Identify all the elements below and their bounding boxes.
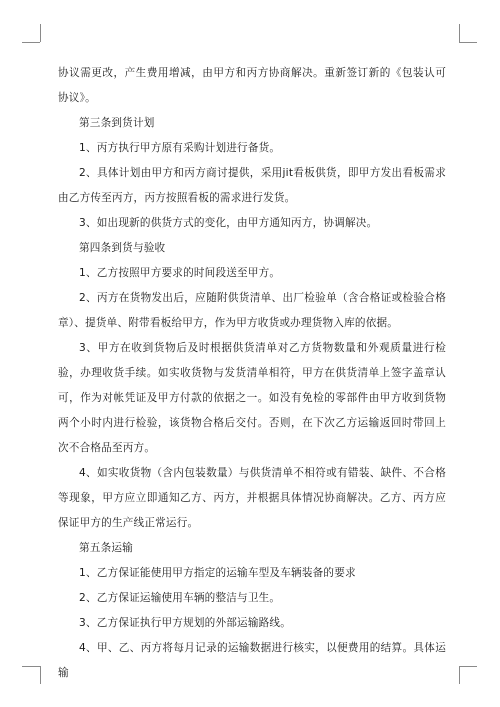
clause-5-3: 3、乙方保证执行甲方规划的外部运输路线。	[79, 617, 292, 629]
paragraph-continuation: 协议需更改，产生费用增减，由甲方和丙方协商解决。重新签订新的《包装认可协议》。	[58, 67, 446, 104]
clause-3-1: 1、丙方执行甲方原有采购计划进行备货。	[79, 142, 281, 154]
crop-mark-top-left	[40, 24, 41, 42]
document-body	[58, 62, 446, 686]
clause-3-3: 3、如出现新的供货方式的变化，由甲方通知丙方，协调解决。	[79, 217, 378, 229]
clause-5-4: 4、甲、乙、丙方将每月记录的运输数据进行核实，以便费用的结算。具体运输	[58, 642, 446, 679]
clause-5-2: 2、乙方保证运输使用车辆的整洁与卫生。	[79, 592, 281, 604]
crop-mark-bottom-right	[459, 666, 460, 684]
section-heading-article-3: 第三条到货计划	[79, 117, 155, 129]
section-heading-article-5: 第五条运输	[79, 542, 133, 554]
clause-5-1: 1、乙方保证能使用甲方指定的运输车型及车辆装备的要求	[79, 567, 356, 579]
clause-4-1: 1、乙方按照甲方要求的时间段送至甲方。	[79, 267, 281, 279]
crop-mark-top-right	[459, 42, 477, 43]
crop-mark-top-right	[459, 24, 460, 42]
crop-mark-bottom-left	[22, 666, 40, 667]
section-heading-article-4: 第四条到货与验收	[79, 242, 166, 254]
crop-mark-bottom-right	[459, 666, 477, 667]
crop-mark-top-left	[22, 42, 40, 43]
clause-3-2: 2、具体计划由甲方和丙方商讨提供，采用jit看板供货，即甲方发出看板需求由乙方传至丙方，丙方按照看板的需求进行发货。	[58, 167, 446, 204]
crop-mark-bottom-left	[40, 666, 41, 684]
clause-4-4: 4、如实收货物（含内包装数量）与供货清单不相符或有错装、缺件、不合格等现象，甲方应立即通知乙方、丙方，并根据具体情况协商解决。乙方、丙方应保证甲方的生产线正常运行。	[58, 467, 446, 529]
clause-4-3: 3、甲方在收到货物后及时根据供货清单对乙方货物数量和外观质量进行检验，办理收货手续。如实收货物与发货清单相符，甲方在供货清单上签字盖章认可，作为对帐凭证及甲方付款的依据之一。如没有免检的零部件由甲方收到货物两个小时内进行检验，该货物合格后交付。否则，在下次乙方运输返回时带回上次不合格品至丙方。	[58, 342, 446, 454]
clause-4-2: 2、丙方在货物发出后，应随附供货清单、出厂检验单（含合格证或检验合格章）、提货单、附带看板给甲方，作为甲方收货或办理货物入库的依据。	[58, 292, 446, 329]
